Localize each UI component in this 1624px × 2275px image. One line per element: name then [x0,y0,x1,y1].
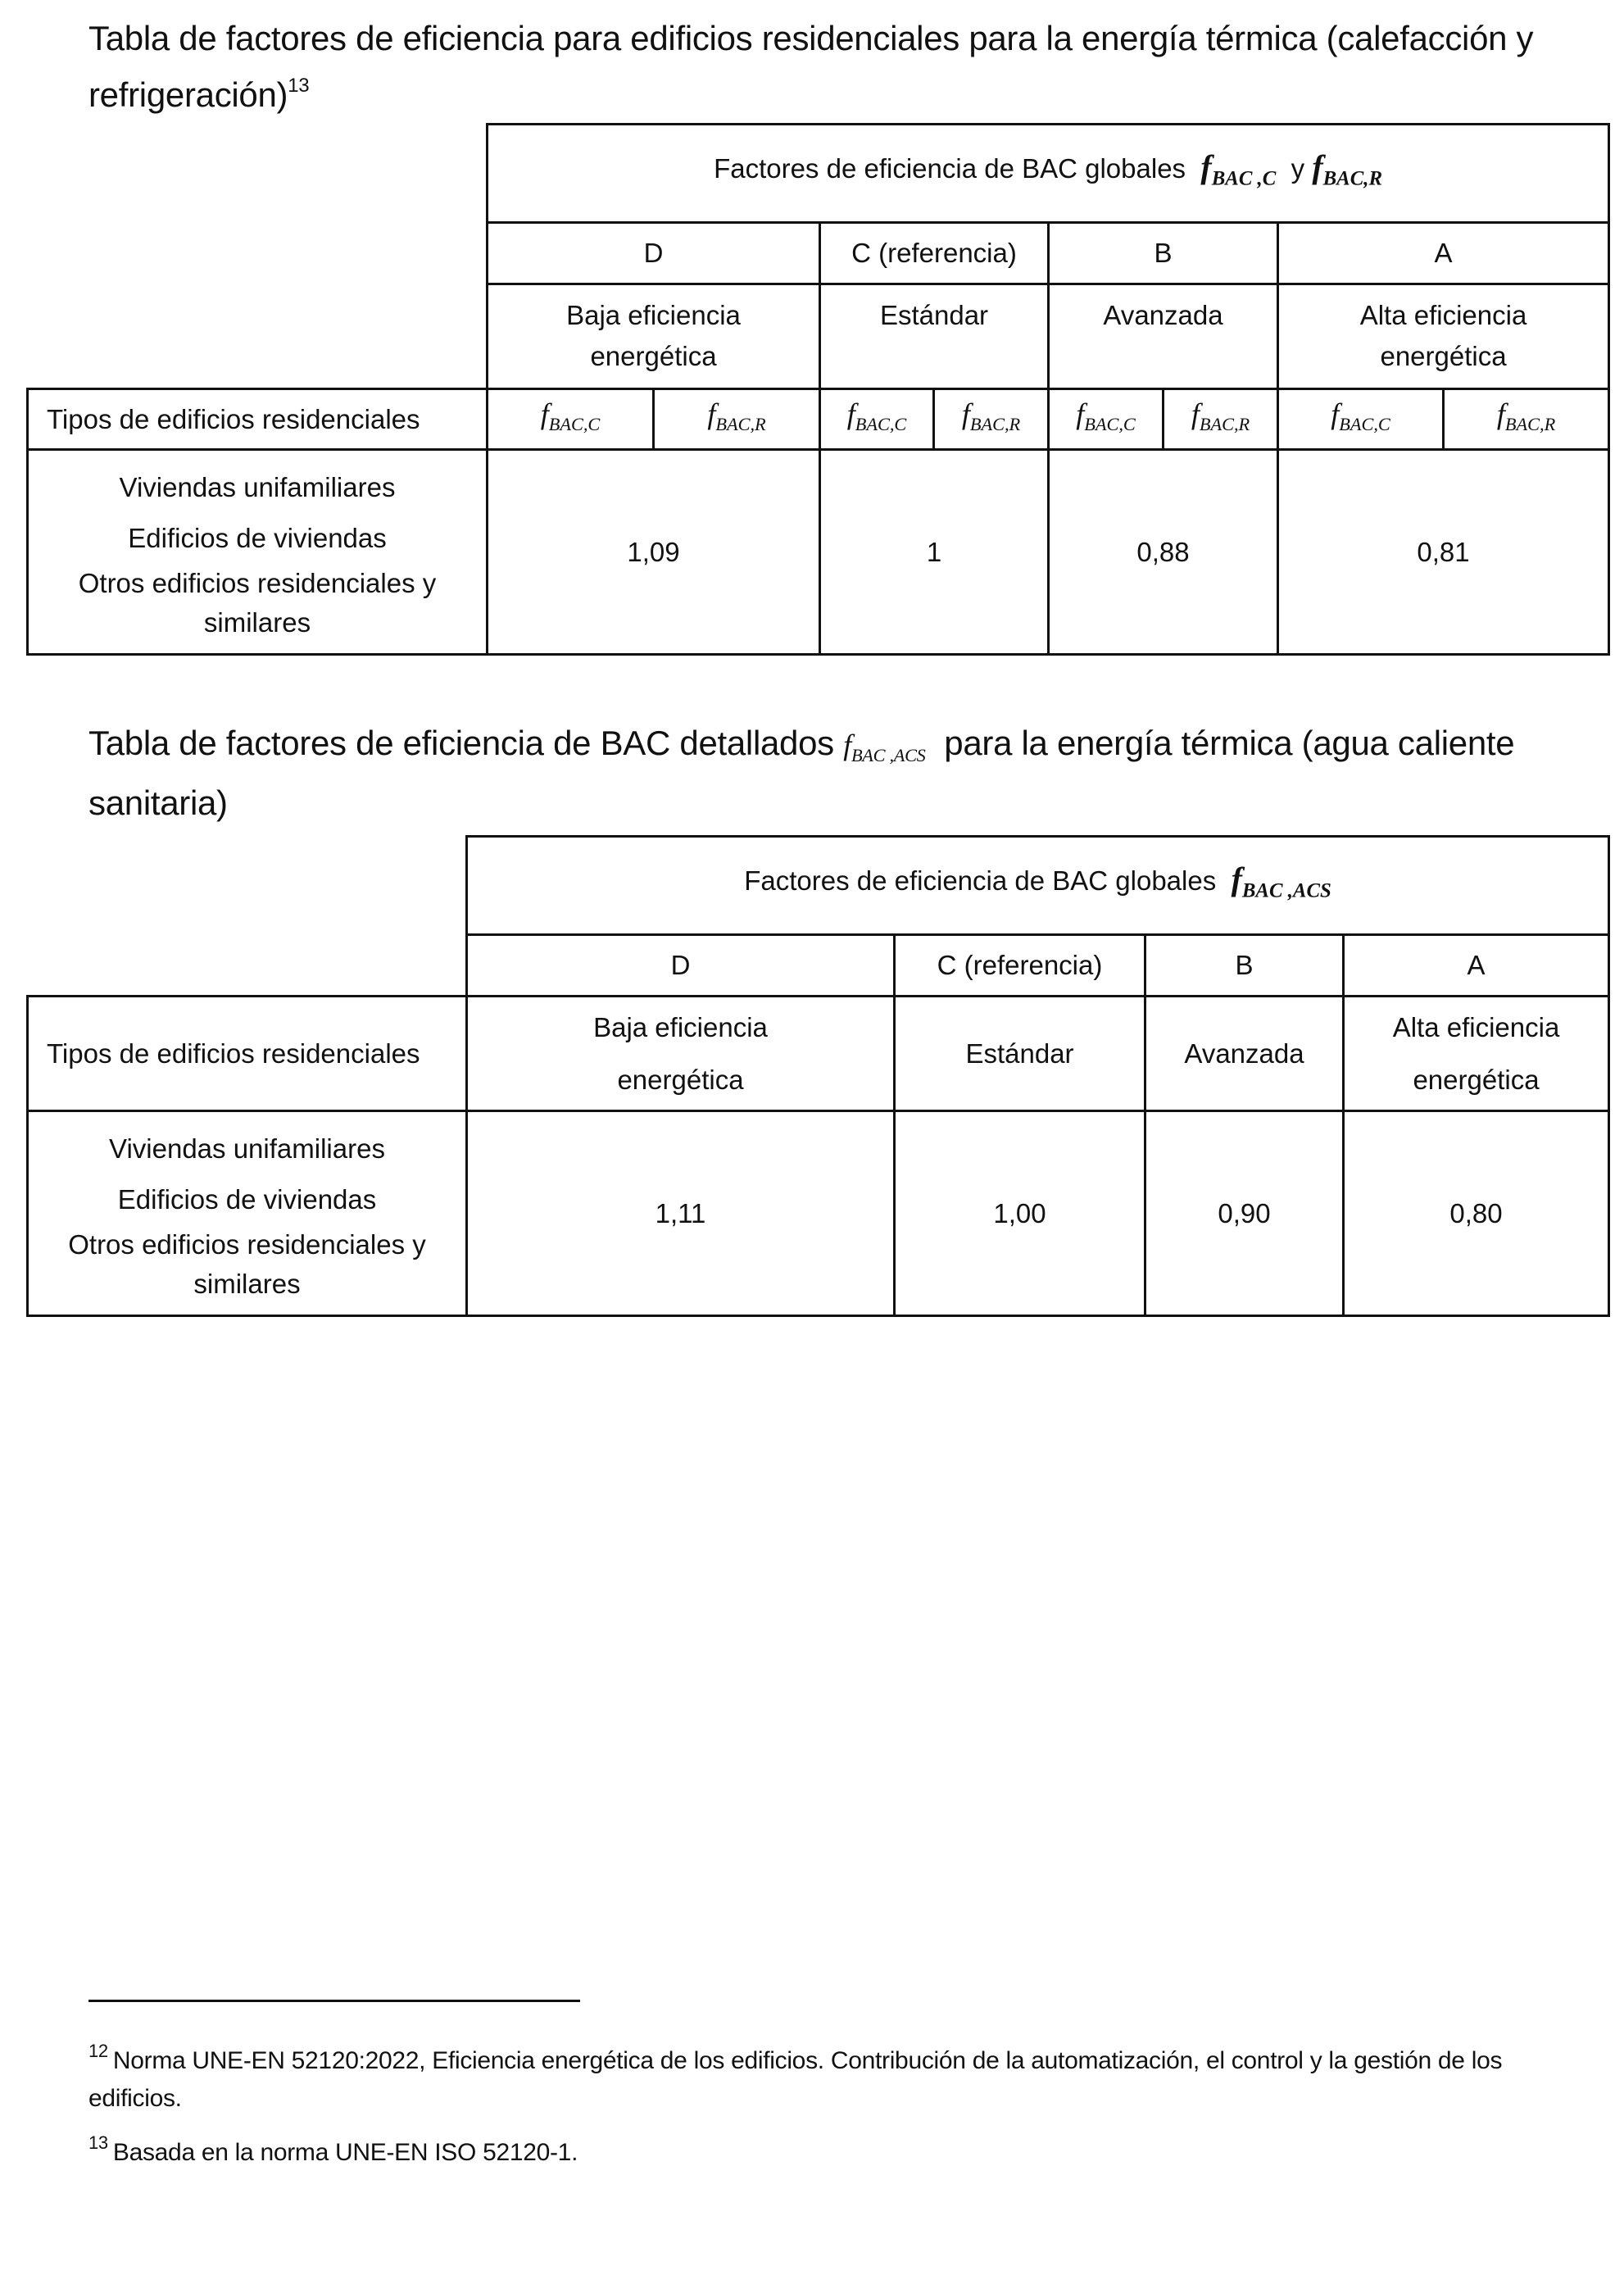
building-type: Edificios de viviendas [117,1183,377,1215]
table1-efficiency-factors [26,123,1610,656]
symbol-f-bac-r: $f_{BAC,R}$ [654,389,820,450]
footnote-13 [88,2124,1563,2172]
table2-value-d: 1,11 [467,1111,895,1316]
footnote-text: Basada en la norma UNE-EN ISO 52120-1. [112,2139,578,2166]
table1-desc-c: Estándar [820,284,1049,389]
table2-header: Factores de eficiencia de BAC globales $f_{BAC ,ACS}$ [467,837,1609,935]
table1-value-c: 1 [820,450,1049,655]
symbol-f-bac-c: $f_{BAC,C}$ [1278,389,1444,450]
table2-class-b: B [1145,935,1344,997]
symbol-f-bac-r: $f_{BAC,R}$ [1164,389,1278,450]
building-type: Otros edificios residenciales y similares [68,1228,426,1299]
table1-desc-b: Avanzada [1049,284,1278,389]
table2-desc-a: Alta eficiencia energética [1344,997,1609,1111]
symbol-f-bac-r: $f_{BAC,R}$ [1444,389,1609,450]
building-type: Viviendas unifamiliares [119,471,396,502]
table1-title-line1: Tabla de factores de eficiencia para edificios residenciales para la energía térmica (calefacción y [88,19,1534,57]
footnote-ref-13[interactable]: 13 [288,75,310,97]
symbol-f-bac-c: $f_{BAC,C}$ [820,389,934,450]
table1-value-a: 0,81 [1278,450,1609,655]
table2-value-a: 0,80 [1344,1111,1609,1316]
footnote-text-cont: edificios. [88,2085,182,2112]
table2-class-c: C (referencia) [895,935,1145,997]
symbol-f-bac-c: $f_{BAC,C}$ [1049,389,1164,450]
symbol-f-bac-r: $f_{BAC,R}$ [934,389,1049,450]
footnote-number: 12 [88,2041,108,2061]
table1-title [88,15,1533,119]
table2-class-a: A [1344,935,1609,997]
symbol-f-bac-c: $f_{BAC,C}$ [488,389,654,450]
symbol-f-bac-acs: $f_{BAC ,ACS}$ [843,729,926,765]
table1-value-b: 0,88 [1049,450,1278,655]
table2-efficiency-factors-acs [26,835,1610,1317]
table2-desc-b: Avanzada [1145,997,1344,1111]
table1-title-line2: refrigeración) [88,75,288,114]
table1-class-b: B [1049,223,1278,284]
footnote-text: Norma UNE-EN 52120:2022, Eficiencia energética de los edificios. Contribución de la automatización, el control y la gestión de los [112,2047,1503,2074]
table1-header: Factores de eficiencia de BAC globales $f_{BAC ,C}$ y $f_{BAC,R}$ [488,125,1609,223]
footnote-divider [88,2000,580,2002]
table2-desc-d: Baja eficiencia energética [467,997,895,1111]
table1-class-a: A [1278,223,1609,284]
table1-class-c: C (referencia) [820,223,1049,284]
table1-desc-d: Baja eficiencia energética [488,284,820,389]
table1-building-types [28,450,488,655]
footnote-12 [88,2032,1563,2118]
footnote-number: 13 [88,2132,108,2153]
building-type: Viviendas unifamiliares [109,1133,385,1164]
table1-value-d: 1,09 [488,450,820,655]
table2-desc-c: Estándar [895,997,1145,1111]
table2-value-b: 0,90 [1145,1111,1344,1316]
table1-desc-a: Alta eficiencia energética [1278,284,1609,389]
table1-header-label: Factores de eficiencia de BAC globales [714,153,1186,184]
table1-row-header: Tipos de edificios residenciales [28,389,488,450]
building-type: Edificios de viviendas [128,522,387,553]
table2-title [88,720,1514,827]
table2-title-before: Tabla de factores de eficiencia de BAC detallados [88,724,834,762]
table2-class-d: D [467,935,895,997]
building-type: Otros edificios residenciales y similares [78,567,437,638]
table2-title-line2: sanitaria) [88,783,228,822]
table2-building-types [28,1111,467,1316]
table2-value-c: 1,00 [895,1111,1145,1316]
table2-title-after: para la energía térmica (agua caliente [944,724,1515,762]
table2-row-header: Tipos de edificios residenciales [28,997,467,1111]
table2-header-label: Factores de eficiencia de BAC globales [744,865,1217,897]
table1-class-d: D [488,223,820,284]
